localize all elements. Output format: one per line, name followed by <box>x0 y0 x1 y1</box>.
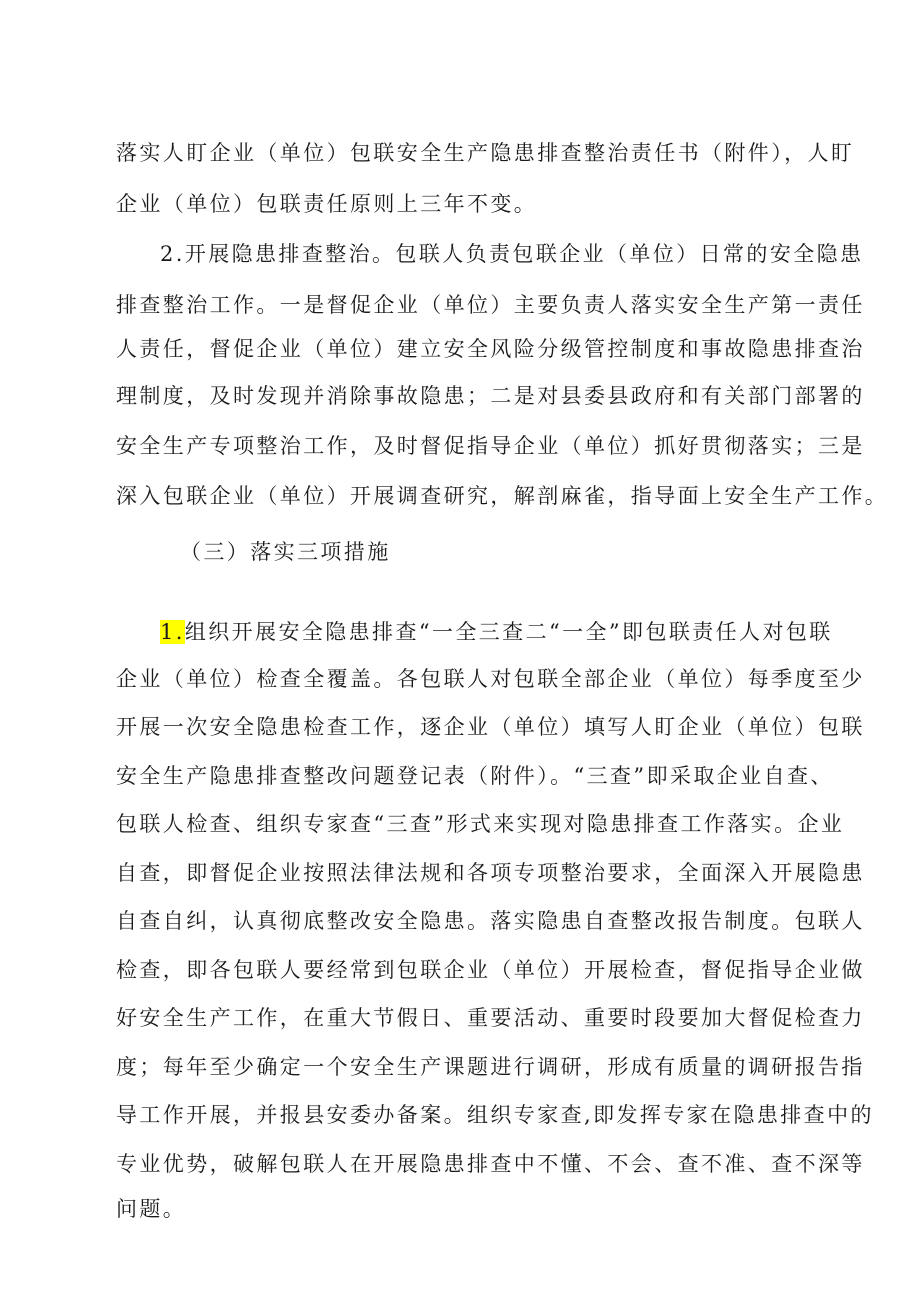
paragraph-3-line-11: 导工作开展，并报县安委办备案。组织专家查,即发挥专家在隐患排查中的 <box>116 1103 874 1127</box>
paragraph-3-line-9: 好安全生产工作，在重大节假日、重要活动、重要时段要加大督促检查力 <box>116 1006 865 1030</box>
paragraph-3-line-8: 检查，即各包联人要经常到包联企业（单位）开展检查，督促指导企业做 <box>116 958 865 982</box>
paragraph-1-line-2: 企业（单位）包联责任原则上三年不变。 <box>116 192 538 216</box>
paragraph-3-line-10: 度；每年至少确定一个安全生产课题进行调研，形成有质量的调研报告指 <box>116 1055 865 1079</box>
paragraph-3-line-13: 问题。 <box>116 1197 187 1221</box>
paragraph-2-line-6: 深入包联企业（单位）开展调查研究，解剖麻雀，指导面上安全生产工作。 <box>116 484 889 508</box>
paragraph-3-line-3: 开展一次安全隐患检查工作，逐企业（单位）填写人盯企业（单位）包联 <box>116 715 865 739</box>
paragraph-2-line-5: 安全生产专项整治工作，及时督促指导企业（单位）抓好贯彻落实；三是 <box>116 434 865 458</box>
paragraph-2-line-2: 排查整治工作。一是督促企业（单位）主要负责人落实安全生产第一责任 <box>116 293 865 317</box>
paragraph-3-line-12: 专业优势，破解包联人在开展隐患排查中不懂、不会、查不准、查不深等 <box>116 1152 865 1176</box>
paragraph-3-line-5: 包联人检查、组织专家查“三查”形式来实现对隐患排查工作落实。企业 <box>116 812 845 836</box>
paragraph-2-line-1: 2.开展隐患排查整治。包联人负责包联企业（单位）日常的安全隐患 <box>160 242 864 266</box>
paragraph-3-line-4: 安全生产隐患排查整改问题登记表（附件）。“三查”即采取企业自查、 <box>116 764 834 788</box>
paragraph-2-line-4: 理制度，及时发现并消除事故隐患；二是对县委县政府和有关部门部署的 <box>116 384 865 408</box>
paragraph-2-line-3: 人责任，督促企业（单位）建立安全风险分级管控制度和事故隐患排查治 <box>116 337 865 361</box>
paragraph-3-line-1-text: 组织开展安全隐患排查“一全三查二“一全”即包联责任人对包联 <box>184 620 833 644</box>
paragraph-1-line-1: 落实人盯企业（单位）包联安全生产隐患排查整治责任书（附件），人盯 <box>116 141 855 165</box>
highlighted-item-number: 1. <box>160 620 185 644</box>
section-heading: （三）落实三项措施 <box>180 540 391 564</box>
paragraph-3-line-7: 自查自纠，认真彻底整改安全隐患。落实隐患自查整改报告制度。包联人 <box>116 909 865 933</box>
paragraph-3-line-2: 企业（单位）检查全覆盖。各包联人对包联全部企业（单位）每季度至少 <box>116 667 865 691</box>
paragraph-3-line-6: 自查，即督促企业按照法律法规和各项专项整治要求，全面深入开展隐患 <box>116 861 865 885</box>
paragraph-3-line-1 <box>160 617 833 647</box>
